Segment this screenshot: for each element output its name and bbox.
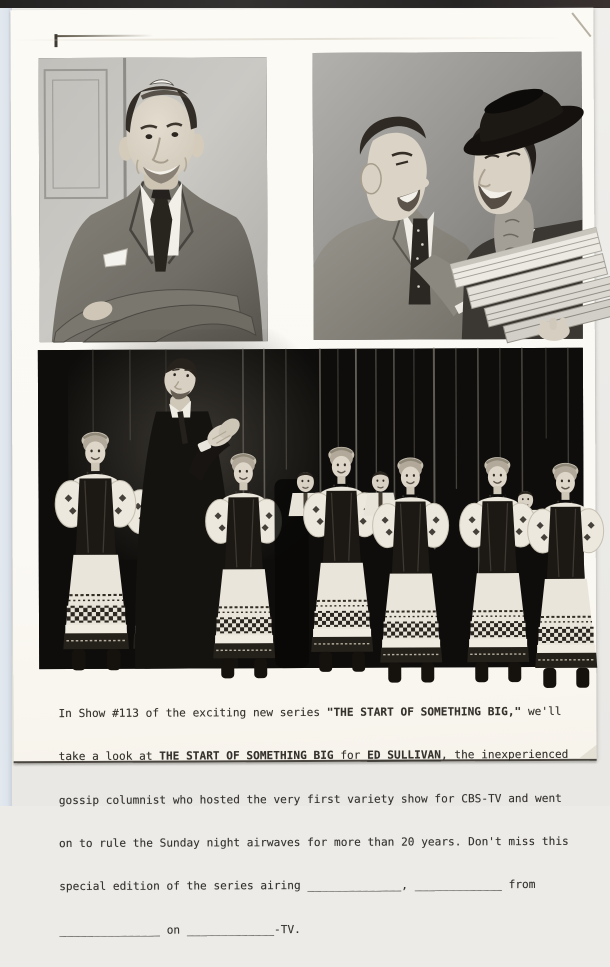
caption-line — [59, 748, 585, 765]
caption-segment: take a look at — [59, 750, 160, 763]
caption-segment: gossip columnist who hosted the very first variety show for CBS-TV and went — [59, 792, 562, 807]
photo-ed-sullivan-portrait — [39, 57, 268, 342]
caption-segment: In Show #113 of the exciting new series — [58, 706, 326, 720]
duo-illustration — [313, 52, 583, 340]
hand-holding-books — [538, 318, 570, 341]
caption-segment: for — [334, 749, 368, 762]
caption-segment-bold: THE START OF SOMETHING BIG — [159, 749, 333, 763]
caption-segment-bold: "THE START OF SOMETHING BIG," — [327, 705, 522, 719]
caption-line — [59, 791, 585, 808]
scanner-top-bar — [0, 0, 610, 8]
caption-segment: , the inexperienced — [441, 748, 568, 762]
crease-mark — [57, 35, 153, 37]
caption-segment-underlined: ED SULLIVAN — [367, 749, 441, 762]
portrait-illustration — [39, 57, 268, 342]
photo-ed-sullivan-and-comedian-with-books — [313, 52, 583, 340]
fill-in-blank: _____________ — [415, 878, 502, 891]
caption-segment: special edition of the series airing — [59, 879, 307, 893]
caption-segment: from — [502, 878, 536, 891]
caption-line — [58, 705, 584, 722]
paper-fold-line — [10, 37, 593, 42]
photo-paper — [10, 8, 596, 764]
caption-segment: , — [401, 879, 414, 892]
caption-segment: on — [160, 923, 187, 936]
caption-segment: -TV. — [274, 923, 301, 936]
caption-segment: on to rule the Sunday night airwaves for more than 20 years. Don't miss this — [59, 835, 569, 850]
fill-in-blank: ______________ — [307, 879, 401, 892]
fill-in-blank: _____________ — [187, 923, 274, 936]
caption-line — [59, 835, 585, 852]
ear-icon — [361, 164, 381, 194]
caption-line — [59, 878, 585, 895]
eye — [146, 134, 153, 139]
corner-crease — [571, 12, 591, 37]
photo-ed-sullivan-stage-folk-dancers — [38, 348, 584, 669]
caption-text — [58, 676, 585, 967]
caption-line — [59, 921, 585, 938]
eye — [171, 132, 178, 137]
fill-in-blank: _______________ — [59, 923, 160, 936]
caption-segment: we'll — [521, 705, 561, 718]
stage-illustration — [38, 348, 584, 669]
